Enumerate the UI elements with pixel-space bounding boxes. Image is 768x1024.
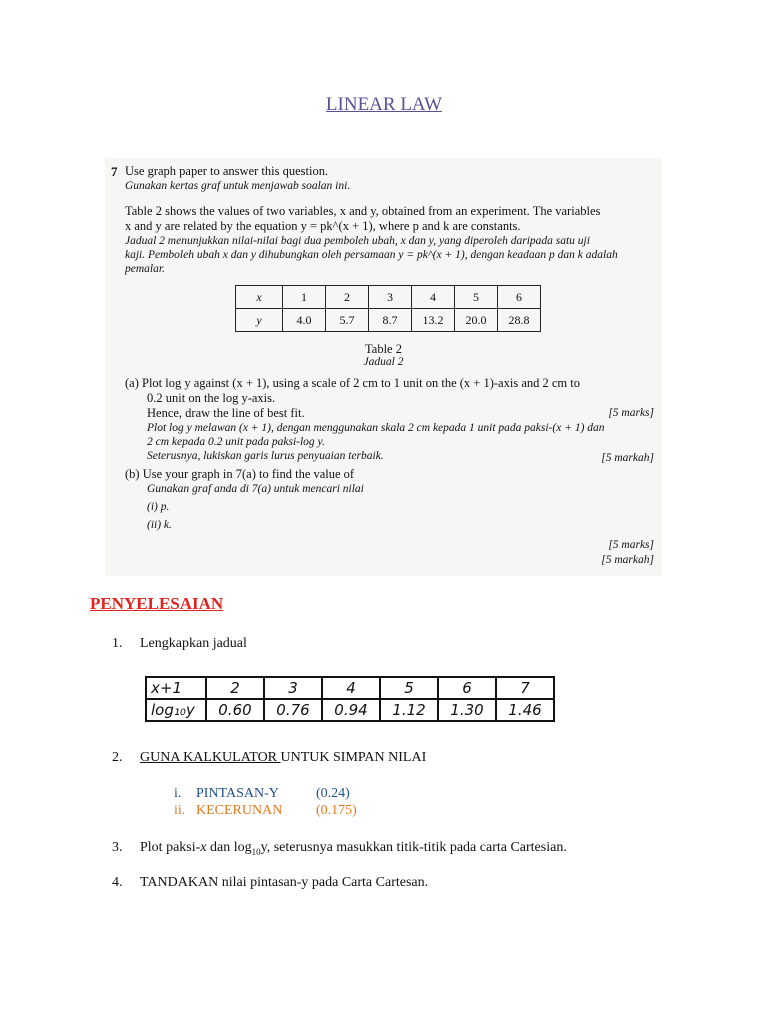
table-header-x: x <box>236 286 283 309</box>
table-row <box>236 286 541 309</box>
table-cell: 20.0 <box>455 309 498 332</box>
page-title: LINEAR LAW <box>325 94 443 115</box>
sub-item-number: i. <box>174 786 182 801</box>
table-cell: 0.60 <box>206 699 264 721</box>
intro-ms-2: kaji. Pemboleh ubah x dan y dihubungkan oleh persamaan y = pk^(x + 1), dengan keadaan p dan k adalah <box>125 249 618 261</box>
step-2 <box>112 750 426 766</box>
part-b-marks-ms: [5 markah] <box>601 554 654 566</box>
part-b-i: (i) p. <box>147 501 170 513</box>
step-text: Lengkapkan jadual <box>140 636 247 651</box>
step-number: 1. <box>112 636 123 651</box>
step-text-x: x <box>200 840 207 855</box>
table-cell: 5.7 <box>326 309 369 332</box>
part-b-marks: [5 marks] <box>608 539 654 551</box>
step-subscript: 10 <box>251 846 261 857</box>
step-text: Plot paksi- <box>140 840 201 855</box>
table-cell: 8.7 <box>369 309 412 332</box>
intro-ms-1: Jadual 2 menunjukkan nilai-nilai bagi dua pemboleh ubah, x dan y, yang diperoleh daripada satu uji <box>125 235 590 247</box>
table-cell: 5 <box>380 677 438 699</box>
step-number: 3. <box>112 840 123 855</box>
table-cell: 13.2 <box>412 309 455 332</box>
sub-item-label: KECERUNAN <box>196 803 283 818</box>
step-number: 4. <box>112 875 123 890</box>
hw-header-logy: log₁₀y <box>146 699 206 721</box>
table-cell: 6 <box>438 677 496 699</box>
sub-item-number: ii. <box>174 803 186 818</box>
hw-header-x1: x+1 <box>146 677 206 699</box>
step-text-underlined: GUNA KALKULATOR <box>140 750 281 765</box>
part-a-line1: (a) Plot log y against (x + 1), using a scale of 2 cm to 1 unit on the (x + 1)-axis and 2 cm to <box>125 376 580 390</box>
step-3 <box>112 840 567 857</box>
part-a-marks: [5 marks] <box>608 407 654 419</box>
step-text: TANDAKAN nilai pintasan-y pada Carta Cartesan. <box>140 875 429 890</box>
question-scan <box>105 158 662 576</box>
step-4 <box>112 875 428 891</box>
table-cell: 3 <box>369 286 412 309</box>
table-cell: 4.0 <box>283 309 326 332</box>
step-text: UNTUK SIMPAN NILAI <box>280 750 427 765</box>
table-cell: 0.94 <box>322 699 380 721</box>
sub-item-value: (0.24) <box>316 786 350 801</box>
table-cell: 7 <box>496 677 554 699</box>
sub-item-label: PINTASAN-Y <box>196 786 279 801</box>
table-cell: 1.30 <box>438 699 496 721</box>
data-table <box>235 285 541 332</box>
handwritten-table <box>145 676 555 722</box>
part-a-ms-1: Plot log y melawan (x + 1), dengan menggunakan skala 2 cm kepada 1 unit pada paksi-(x + 1) dan <box>147 422 605 434</box>
table-caption-ms: Jadual 2 <box>363 356 404 368</box>
solution-heading: PENYELESAIAN <box>90 594 224 613</box>
table-caption: Table 2 <box>365 342 402 356</box>
question-line1: Use graph paper to answer this question. <box>125 164 329 178</box>
table-cell: 1.46 <box>496 699 554 721</box>
table-cell: 0.76 <box>264 699 322 721</box>
part-b-ii: (ii) k. <box>147 519 172 531</box>
part-b-line1: (b) Use your graph in 7(a) to find the value of <box>125 467 355 481</box>
sub-item-ii <box>174 803 357 819</box>
part-a-marks-ms: [5 markah] <box>601 452 654 464</box>
step-1 <box>112 636 247 652</box>
table-row <box>146 677 554 699</box>
table-cell: 1.12 <box>380 699 438 721</box>
table-row <box>146 699 554 721</box>
table-cell: 4 <box>412 286 455 309</box>
table-cell: 4 <box>322 677 380 699</box>
table-cell: 1 <box>283 286 326 309</box>
table-cell: 2 <box>206 677 264 699</box>
part-a-line2: 0.2 unit on the log y-axis. <box>147 391 276 405</box>
step-text: y, seterusnya masukkan titik-titik pada carta Cartesian. <box>260 840 567 855</box>
sub-item-i <box>174 786 350 802</box>
intro-en-1: Table 2 shows the values of two variables, x and y, obtained from an experiment. The variables <box>125 204 601 218</box>
sub-item-value: (0.175) <box>316 803 357 818</box>
table-cell: 6 <box>498 286 541 309</box>
table-header-y: y <box>236 309 283 332</box>
question-line1-ms: Gunakan kertas graf untuk menjawab soalan ini. <box>125 180 351 192</box>
table-cell: 28.8 <box>498 309 541 332</box>
step-text: dan log <box>206 840 252 855</box>
step-number: 2. <box>112 750 123 765</box>
question-number: 7 <box>111 164 118 179</box>
part-a-line3: Hence, draw the line of best fit. <box>147 406 305 420</box>
table-cell: 2 <box>326 286 369 309</box>
intro-en-2: x and y are related by the equation y = pk^(x + 1), where p and k are constants. <box>125 219 521 233</box>
table-cell: 3 <box>264 677 322 699</box>
table-cell: 5 <box>455 286 498 309</box>
part-b-ms: Gunakan graf anda di 7(a) untuk mencari nilai <box>147 483 364 495</box>
table-row <box>236 309 541 332</box>
intro-ms-3: pemalar. <box>125 263 165 275</box>
part-a-ms-2: 2 cm kepada 0.2 unit pada paksi-log y. <box>147 436 325 448</box>
part-a-ms-3: Seterusnya, lukiskan garis lurus penyuaian terbaik. <box>147 450 384 462</box>
